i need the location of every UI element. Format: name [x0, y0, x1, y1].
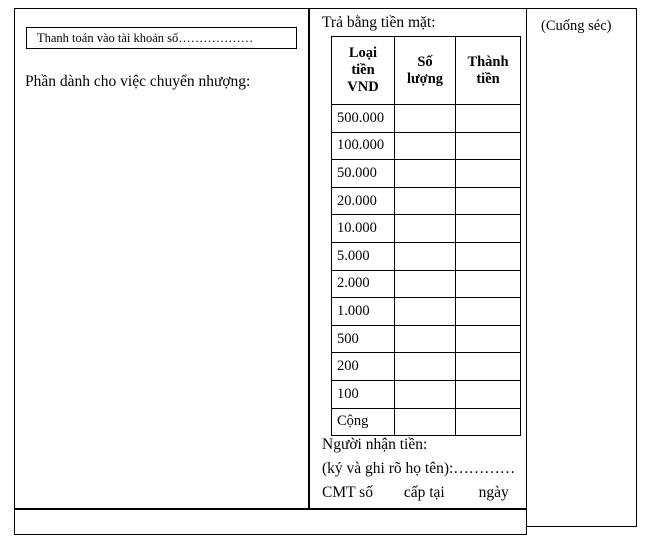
denomination-cell: 5.000 — [332, 242, 395, 270]
amount-cell[interactable] — [456, 353, 521, 381]
total-label-cell: Cộng — [332, 408, 395, 436]
column-header-denomination — [332, 37, 395, 105]
table-row — [332, 105, 521, 133]
cheque-form — [14, 8, 637, 535]
quantity-cell[interactable] — [395, 270, 456, 298]
cash-section-title: Trả bằng tiền mặt: — [322, 14, 436, 31]
amount-cell[interactable] — [456, 325, 521, 353]
quantity-cell[interactable] — [395, 298, 456, 326]
cheque-stub-panel — [527, 8, 637, 527]
amount-cell[interactable] — [456, 270, 521, 298]
table-row — [332, 215, 521, 243]
column-header-quantity — [395, 37, 456, 105]
table-row — [332, 298, 521, 326]
denomination-cell: 50.000 — [332, 160, 395, 188]
denomination-cell: 1.000 — [332, 298, 395, 326]
table-row — [332, 353, 521, 381]
denomination-cell: 20.000 — [332, 187, 395, 215]
table-row-total — [332, 408, 521, 436]
transfer-section — [14, 8, 308, 508]
table-header-row — [332, 37, 521, 105]
quantity-cell[interactable] — [395, 160, 456, 188]
amount-cell[interactable] — [456, 132, 521, 160]
quantity-cell[interactable] — [395, 353, 456, 381]
signature-note[interactable]: (ký và ghi rõ họ tên):………… — [322, 460, 516, 478]
denomination-cell: 100 — [332, 380, 395, 408]
table-row — [332, 242, 521, 270]
header-line: lượng — [406, 70, 444, 87]
table-row — [332, 380, 521, 408]
table-row — [332, 187, 521, 215]
cash-payment-section — [308, 8, 527, 508]
receiver-label: Người nhận tiền: — [322, 436, 428, 453]
amount-cell[interactable] — [456, 187, 521, 215]
denomination-cell: 100.000 — [332, 132, 395, 160]
table-row — [332, 160, 521, 188]
denomination-cell: 2.000 — [332, 270, 395, 298]
table-body — [332, 105, 521, 436]
transfer-section-label: Phần dành cho việc chuyển nhượng: — [25, 73, 251, 90]
quantity-cell[interactable] — [395, 325, 456, 353]
table-row — [332, 325, 521, 353]
cash-denomination-table — [331, 36, 521, 436]
header-line: tiền — [351, 62, 375, 79]
quantity-cell[interactable] — [395, 242, 456, 270]
account-number-line[interactable]: Thanh toán vào tài khoản số……………… — [26, 27, 297, 49]
quantity-cell[interactable] — [395, 215, 456, 243]
id-date-label[interactable]: ngày — [478, 484, 509, 502]
header-line: tiền — [476, 70, 500, 87]
table-row — [332, 132, 521, 160]
id-info-row — [322, 481, 515, 505]
cheque-stub-label: (Cuống séc) — [541, 18, 612, 34]
total-quantity-cell[interactable] — [395, 408, 456, 436]
bottom-strip-divider — [14, 508, 527, 510]
id-number-label[interactable]: CMT số — [322, 484, 373, 502]
denomination-cell: 500 — [332, 325, 395, 353]
amount-cell[interactable] — [456, 160, 521, 188]
quantity-cell[interactable] — [395, 105, 456, 133]
quantity-cell[interactable] — [395, 132, 456, 160]
total-amount-cell[interactable] — [456, 408, 521, 436]
amount-cell[interactable] — [456, 298, 521, 326]
quantity-cell[interactable] — [395, 380, 456, 408]
denomination-cell: 10.000 — [332, 215, 395, 243]
amount-cell[interactable] — [456, 380, 521, 408]
column-header-amount — [456, 37, 521, 105]
header-line: Số — [417, 53, 433, 70]
amount-cell[interactable] — [456, 242, 521, 270]
header-line: VND — [347, 78, 379, 95]
id-issued-label[interactable]: cấp tại — [403, 484, 445, 502]
amount-cell[interactable] — [456, 215, 521, 243]
receiver-block — [322, 433, 515, 505]
header-line: Thành — [467, 53, 509, 70]
table-row — [332, 270, 521, 298]
denomination-cell: 200 — [332, 353, 395, 381]
denomination-cell: 500.000 — [332, 105, 395, 133]
amount-cell[interactable] — [456, 105, 521, 133]
header-line: Loại — [348, 45, 378, 62]
quantity-cell[interactable] — [395, 187, 456, 215]
